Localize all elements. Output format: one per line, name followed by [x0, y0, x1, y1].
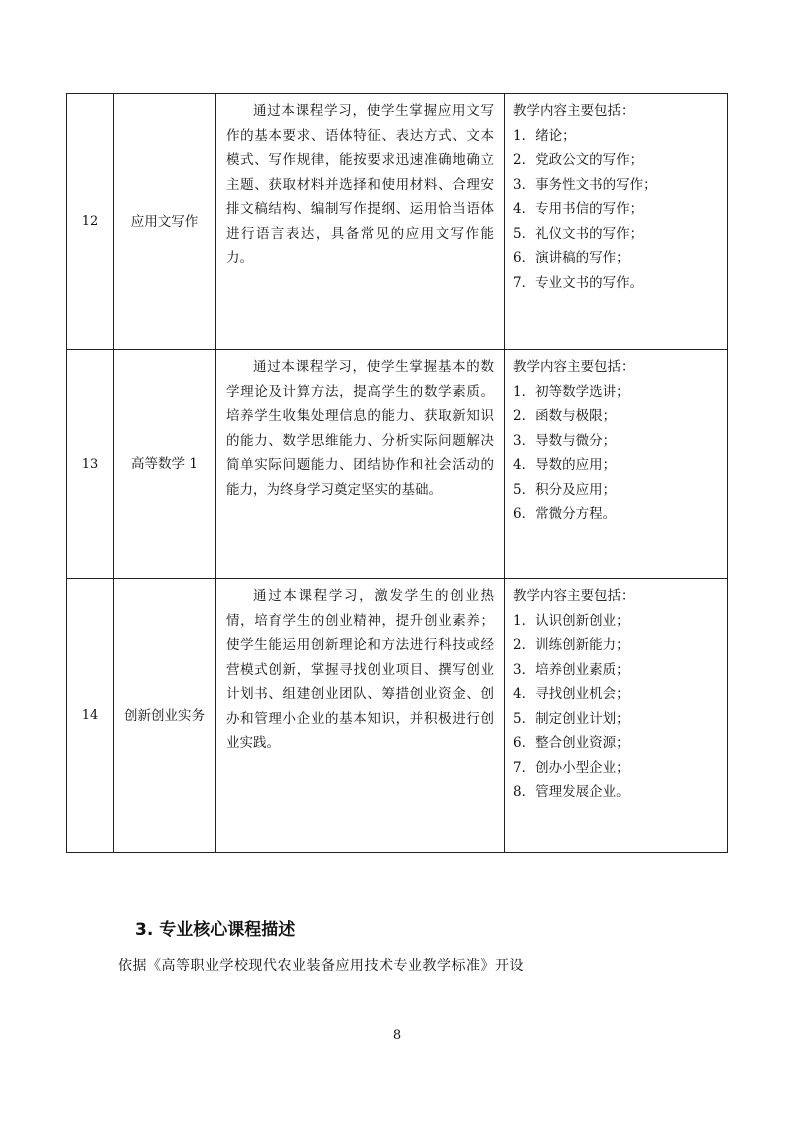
- course-number: 13: [67, 350, 114, 579]
- course-name: 高等数学 1: [114, 350, 216, 579]
- content-header: 教学内容主要包括：: [513, 103, 635, 119]
- list-item: 2．党政公文的写作；: [513, 152, 644, 168]
- list-item: 7．创办小型企业；: [513, 759, 630, 776]
- course-number: 12: [67, 94, 114, 350]
- list-item: 1．初等数学选讲；: [513, 383, 630, 400]
- list-item: 6．常微分方程。: [513, 506, 617, 522]
- course-number: 14: [67, 579, 114, 853]
- course-goal: 通过本课程学习，使学生掌握应用文写作的基本要求、语体特征、表达方式、文本模式、写作规律，能按要求迅速准确地确立主题、获取材料并选择和使用材料、合理安排文稿结构、编制写作提纲、运用恰当语体进行语言表达，具备常见的应用文写作能力。: [226, 103, 494, 266]
- list-item: 5．积分及应用；: [513, 481, 617, 498]
- course-content-cell: [505, 350, 728, 579]
- list-item: 1．认识创新创业；: [513, 612, 630, 629]
- table-row: [67, 94, 728, 350]
- course-goal: 通过本课程学习，激发学生的创业热情，培育学生的创业精神，提升创业素养；使学生能运用创新理论和方法进行科技或经营模式创新，掌握寻找创业项目、撰写创业计划书、组建创业团队、筹措创业资金、创办和管理小企业的基本知识，并积极进行创业实践。: [226, 588, 494, 751]
- course-goal-cell: [216, 350, 505, 579]
- content-list: [513, 609, 719, 805]
- list-item: 6．整合创业资源；: [513, 735, 630, 751]
- list-item: 6．演讲稿的写作；: [513, 250, 630, 266]
- content-header: 教学内容主要包括：: [513, 588, 635, 604]
- course-name: 应用文写作: [114, 94, 216, 350]
- table-row: [67, 579, 728, 853]
- list-item: 4．专用书信的写作；: [513, 201, 644, 217]
- list-item: 7．专业文书的写作。: [513, 274, 644, 291]
- page-number: 8: [392, 1028, 402, 1043]
- list-item: 1．绪论；: [513, 127, 576, 144]
- course-goal: 通过本课程学习，使学生掌握基本的数学理论及计算方法，提高学生的数学素质。培养学生收集处理信息的能力、获取新知识的能力、数学思维能力、分析实际问题解决简单实际问题能力、团结协作和社会活动的能力，为终身学习奠定坚实的基础。: [226, 359, 494, 498]
- section-body: 依据《高等职业学校现代农业装备应用技术专业教学标准》开设: [118, 958, 524, 974]
- list-item: 4．导数的应用；: [513, 457, 617, 473]
- list-item: 8．管理发展企业。: [513, 784, 630, 800]
- list-item: 3．培养创业素质；: [513, 661, 630, 678]
- list-item: 4．寻找创业机会；: [513, 686, 630, 702]
- course-goal-cell: [216, 579, 505, 853]
- table-row: [67, 350, 728, 579]
- content-list: [513, 380, 719, 527]
- course-table: [66, 93, 728, 853]
- list-item: 3．事务性文书的写作；: [513, 176, 657, 193]
- content-list: [513, 124, 719, 296]
- course-name: 创新创业实务: [114, 579, 216, 853]
- list-item: 3．导数与微分；: [513, 432, 617, 449]
- course-goal-cell: [216, 94, 505, 350]
- list-item: 5．礼仪文书的写作；: [513, 225, 644, 242]
- section-heading: 3. 专业核心课程描述: [135, 920, 296, 940]
- course-content-cell: [505, 579, 728, 853]
- content-header: 教学内容主要包括：: [513, 359, 635, 375]
- course-content-cell: [505, 94, 728, 350]
- list-item: 5．制定创业计划；: [513, 710, 630, 727]
- list-item: 2．函数与极限；: [513, 408, 617, 424]
- list-item: 2．训练创新能力；: [513, 637, 630, 653]
